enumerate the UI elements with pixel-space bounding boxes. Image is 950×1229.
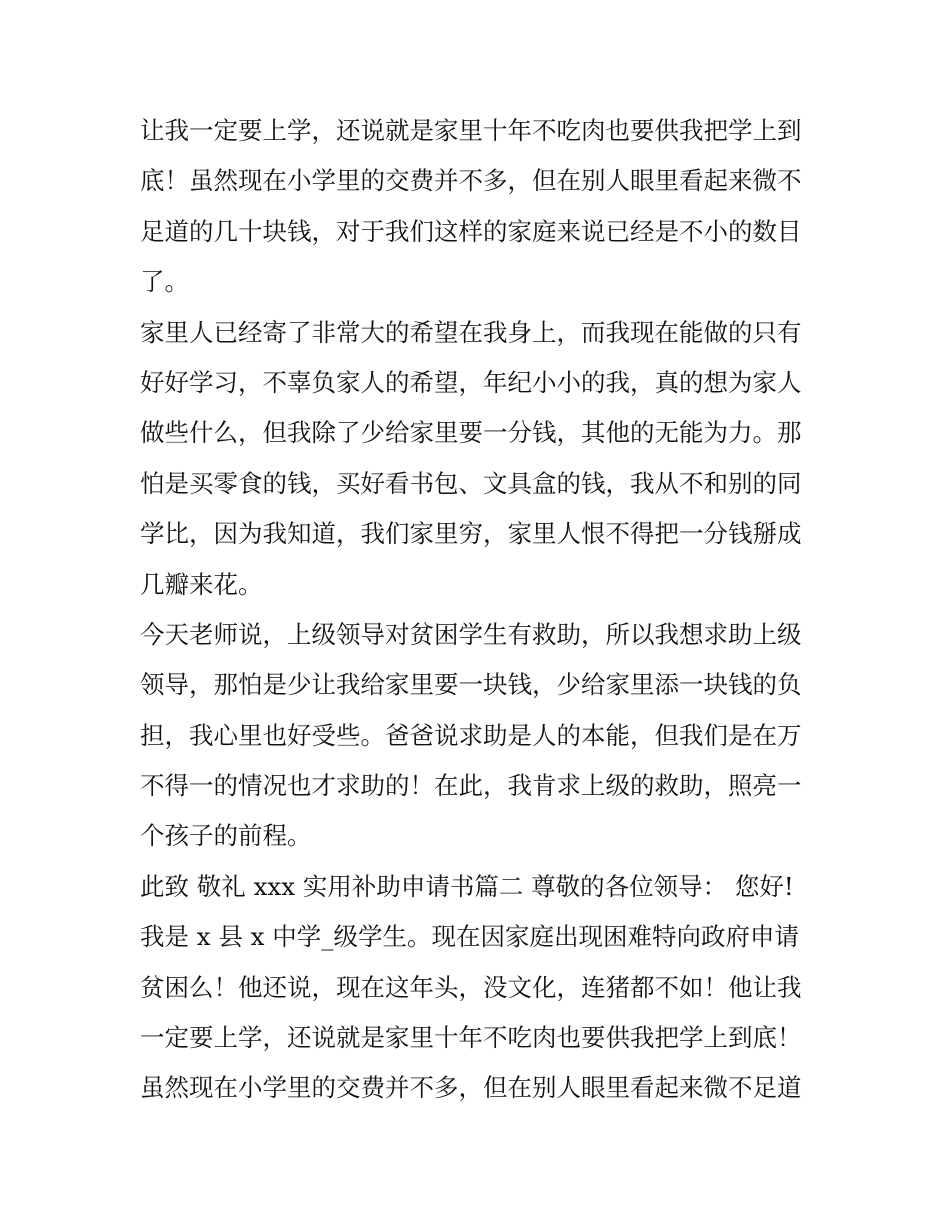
document-body: [140, 106, 820, 1114]
text-line: 家里人已经寄了非常大的希望在我身上，而我现在能做的只有: [140, 317, 802, 347]
text-line: 个孩子的前程。: [140, 821, 312, 851]
text-line: 担，我心里也好受些。爸爸说求助是人的本能，但我们是在万: [140, 720, 802, 750]
text-line: 此致 敬礼 xxx 实用补助申请书篇二 尊敬的各位领导： 您好!: [140, 871, 794, 901]
text-line: 虽然现在小学里的交费并不多，但在别人眼里看起来微不足道: [140, 1073, 802, 1103]
text-line: 底！虽然现在小学里的交费并不多，但在别人眼里看起来微不: [140, 166, 802, 196]
text-line: 一定要上学，还说就是家里十年不吃肉也要供我把学上到底！: [140, 1023, 802, 1053]
text-line: 我是 x 县 x 中学_级学生。现在因家庭出现困难特向政府申请: [140, 922, 800, 952]
text-line: 让我一定要上学，还说就是家里十年不吃肉也要供我把学上到: [140, 116, 802, 145]
text-line: 今天老师说，上级领导对贫困学生有救助，所以我想求助上级: [140, 619, 802, 649]
text-line: 怕是买零食的钱，买好看书包、文具盒的钱，我从不和别的同: [140, 468, 802, 498]
text-line: 领导，那怕是少让我给家里要一块钱，少给家里添一块钱的负: [140, 670, 802, 700]
text-line: 好好学习，不辜负家人的希望，年纪小小的我，真的想为家人: [140, 367, 802, 397]
text-line: 做些什么，但我除了少给家里要一分钱，其他的无能为力。那: [140, 418, 802, 448]
text-line: 贫困么！他还说，现在这年头，没文化，连猪都不如！他让我: [140, 972, 802, 1002]
text-line: 几瓣来花。: [140, 569, 263, 599]
text-line: 足道的几十块钱，对于我们这样的家庭来说已经是不小的数目: [140, 216, 802, 246]
text-line: 不得一的情况也才求助的！在此，我肯求上级的救助，照亮一: [140, 771, 802, 801]
text-line: 学比，因为我知道，我们家里穷，家里人恨不得把一分钱掰成: [140, 519, 802, 549]
text-line: 了。: [140, 267, 189, 297]
